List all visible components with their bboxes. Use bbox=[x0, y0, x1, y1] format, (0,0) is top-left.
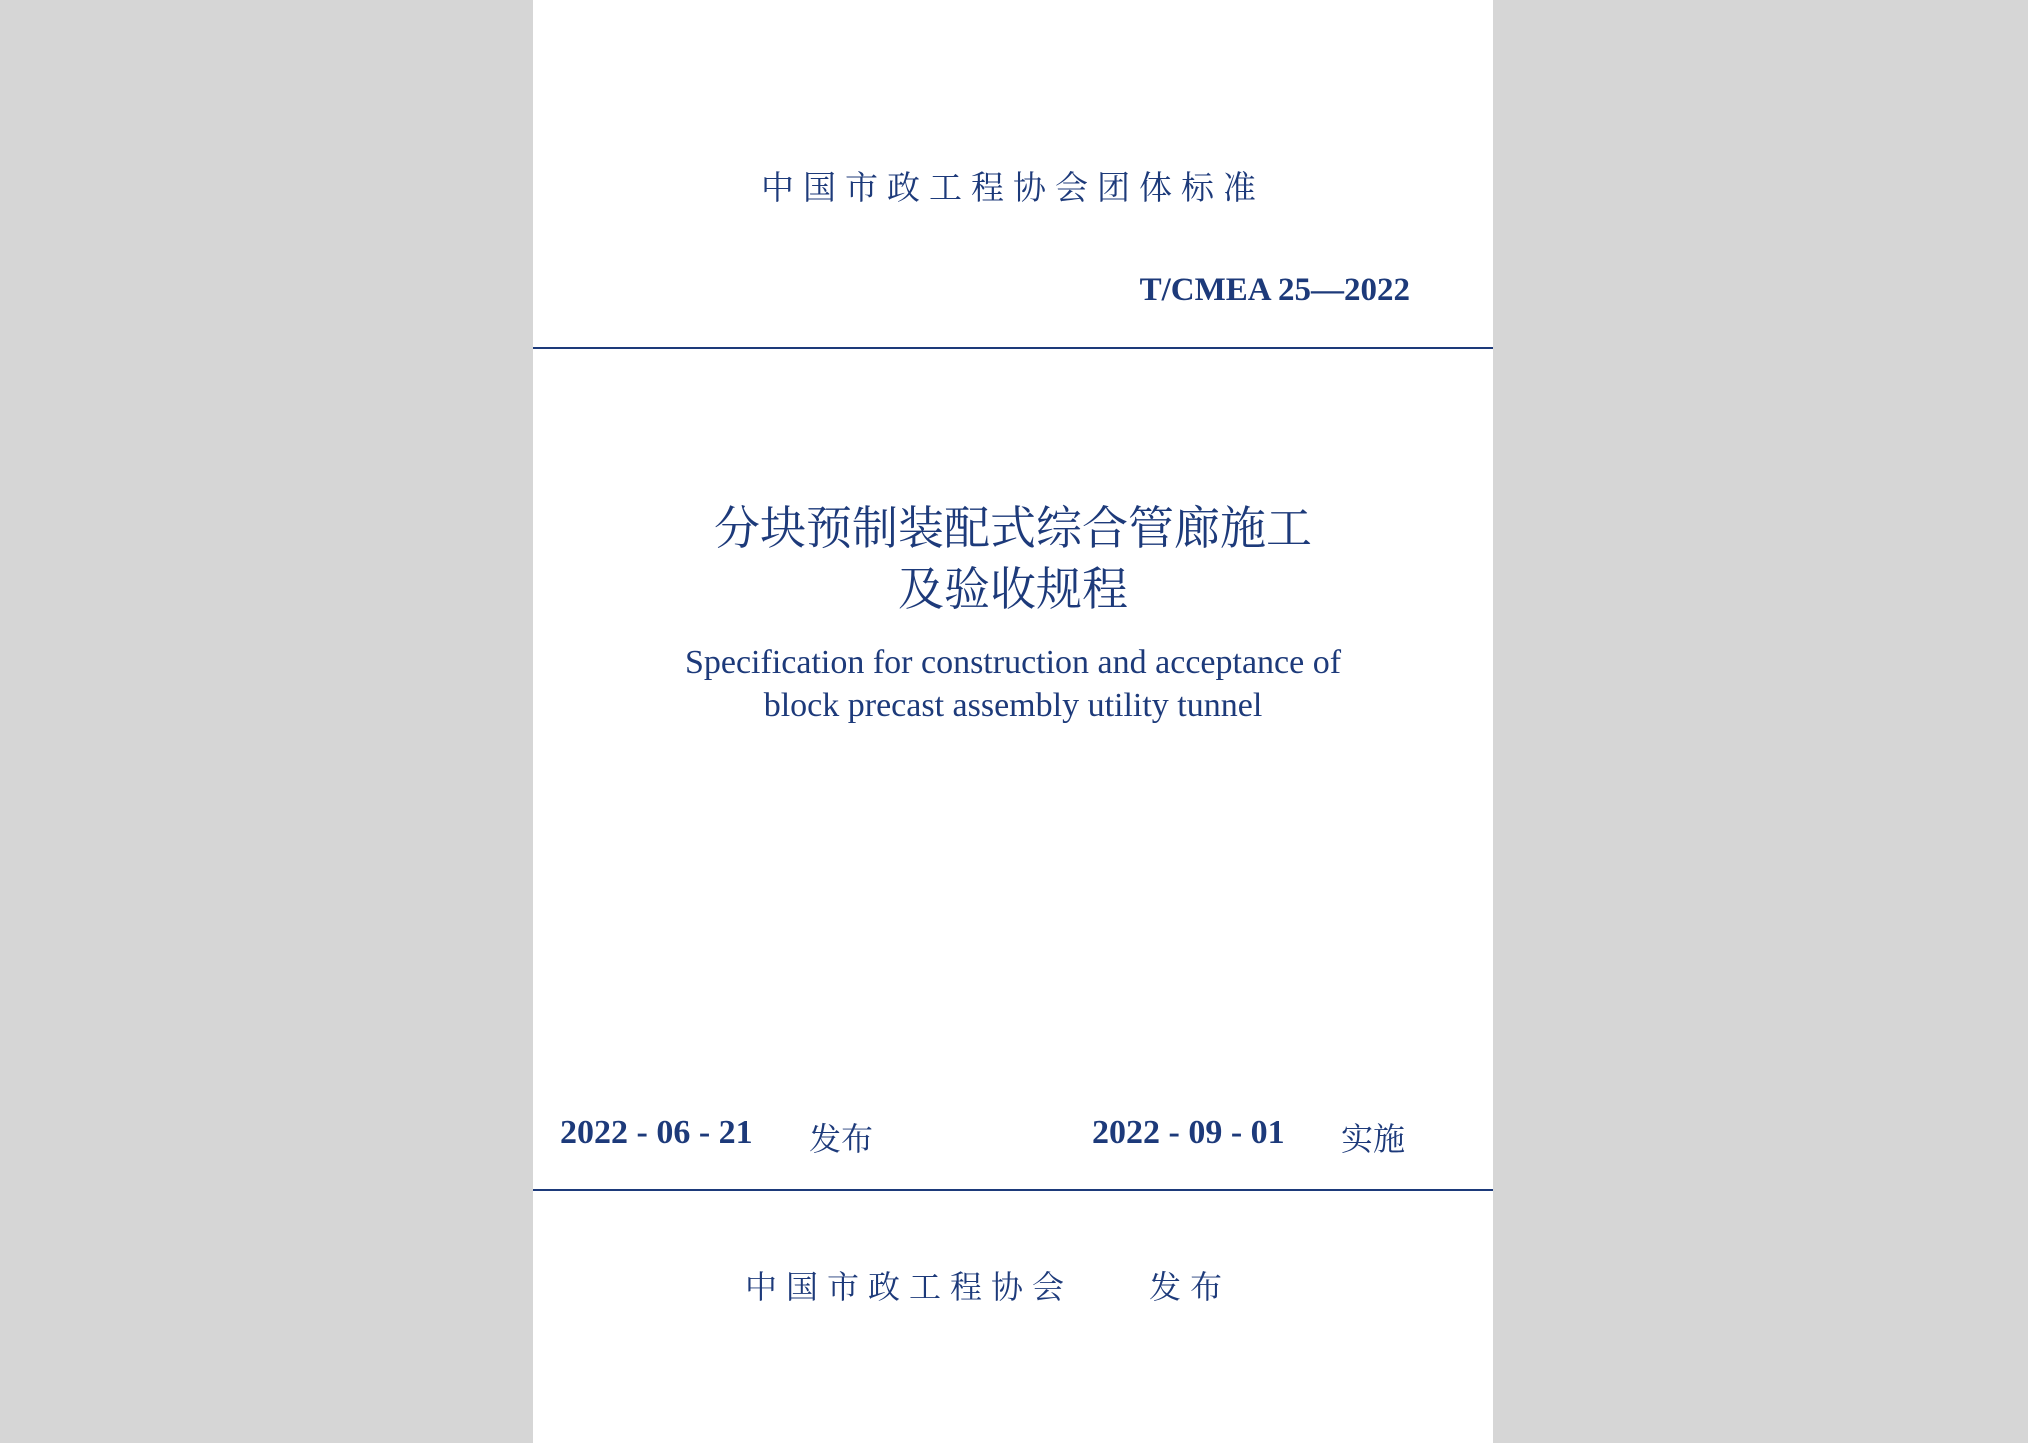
title-english-line-1: Specification for construction and acceptance of bbox=[684, 644, 1342, 681]
issuer-footer-name: 中国市政工程协会 bbox=[745, 1268, 1074, 1306]
effective-date: 2022 - 09 - 01 bbox=[1092, 1114, 1285, 1151]
title-english-line-2: block precast assembly utility tunnel bbox=[763, 687, 1263, 724]
title-chinese-line-1: 分块预制装配式综合管廊施工 bbox=[714, 501, 1312, 555]
issue-date: 2022 - 06 - 21 bbox=[560, 1114, 753, 1151]
issuer-header: 中国市政工程协会团体标准 bbox=[761, 168, 1265, 207]
top-divider bbox=[533, 347, 1493, 349]
document-cover-page bbox=[533, 0, 1493, 1443]
issuer-footer-action: 发布 bbox=[1149, 1268, 1232, 1306]
standard-code: T/CMEA 25—2022 bbox=[1139, 272, 1410, 308]
issue-label: 发布 bbox=[809, 1120, 874, 1158]
effective-label: 实施 bbox=[1341, 1120, 1406, 1158]
bottom-divider bbox=[533, 1189, 1493, 1191]
title-chinese-line-2: 及验收规程 bbox=[898, 562, 1128, 616]
